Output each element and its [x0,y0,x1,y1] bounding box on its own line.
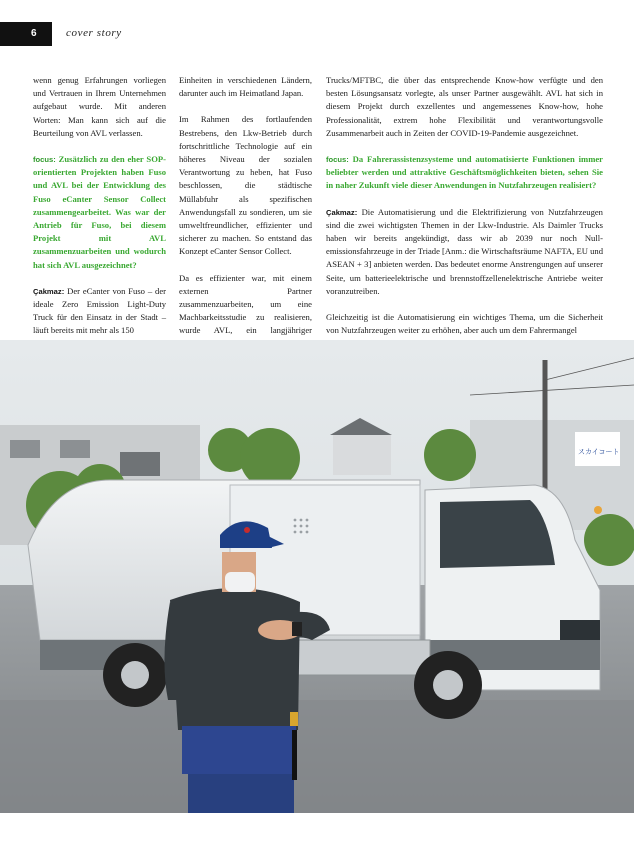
paragraph: Da es effizienter war, mit einem externen Partner zusammenzuarbeiten, um eine Machbarkeitsstudie zu realisieren, wurde AVL, ein langjähriger [179,272,312,336]
answer-block [326,206,603,298]
paragraph: wenn genug Erfahrungen vorliegen und Vertrauen in Ihrem Unternehmen aufgebaut wurde. Mit anderen Worten: Man kann sich auf die Beurteilung von AVL verlassen. [33,75,166,138]
page-number: 6 [0,22,52,46]
question-label: focus: [33,155,56,165]
page-header [0,22,634,46]
question-text: Da Fahrerassistenzsysteme und automatisierte Funktionen immer beliebter werden und attraktive Geschäftsmöglichkeiten bieten, sehen Sie in naher Zukunft viele dieser Anwendungen in Nutzfahrzeugen realisiert? [326,154,603,191]
paragraph: Gleichzeitig ist die Automatisierung ein wichtiges Thema, um die Sicherheit von Nutzfahrzeugen weiter zu erhöhen, aber auch um dem Fahrermangel [326,312,603,336]
paragraph: Trucks/MFTBC, die über das entsprechende Know-how verfügte und den besten Lösungsansatz vorlegte, als unser Partner ausgewählt. AVL hat sich in diesem Projekt durch exzellentes und angemessenes Know-how, hohe Professionalität, extrem hohe Flexibilität und verantwortungsvolle Zusammenarbeit auch in Zeiten der COVID-19-Pandemie ausgezeichnet. [326,75,603,138]
text-column-1 [33,74,166,351]
road-shadow [0,700,634,813]
paragraph: Im Rahmen des fortlaufenden Bestrebens, den Lkw-Betrieb durch fortschrittliche Technologie auf ein höheres Niveau der sozialen Verantwortung zu heben, hat Fuso beschlossen, die städtische Müllabfuhr als spezifischen Anwendungsfall zu sondieren, um sie umweltfreundlicher, effizienter und sicherer zu machen. So entstand das Konzept eCanter Sensor Collect. [179,114,312,257]
question-text: Zusätzlich zu den eher SOP-orientierten Projekten haben Fuso und AVL bei der Entwicklung des Fuso eCanter Sensor Collect zusammengearbeitet. Was war der Antrieb für Fuso, bei diesem Projekt mit AVL zusammenzuarbeiten und wodurch hat sich AVL ausgezeichnet? [33,154,166,270]
answer-block [33,285,166,338]
answer-text: Die Automatisierung und die Elektrifizierung von Nutzfahrzeugen sind die zwei wichtigsten Themen in der Lkw-Industrie. Als Daimler Trucks haben wir bereits angekündigt, dass wir ab 2039 nur noch Null-emissionsfahrzeuge in der Triade [Anm.: die Wirtschaftsräume NAFTA, EU und ASEAN + 3] anbieten werden. Das bedeutet enorme Anstrengungen auf unserer Seite, um batterieelektrische und brennstoffzellenelektrische Antriebe weiter voranzutreiben. [326,206,603,296]
building-sign-text: スカイコート [578,448,620,456]
text-column-2 [179,74,312,364]
text-column-3 [326,74,603,350]
cover-photo [0,340,634,813]
question-block [33,153,166,272]
section-label: cover story [66,27,122,39]
question-label: focus: [326,155,349,165]
answer-label: Çakmaz: [33,286,65,296]
answer-label: Çakmaz: [326,207,358,217]
answer-text: Der eCanter von Fuso – der ideale Zero Emission Light-Duty Truck für den Einsatz in der Stadt – läuft bereits mit mehr als 150 [33,285,166,336]
question-block [326,153,603,193]
paragraph: Einheiten in verschiedenen Ländern, darunter auch im Heimatland Japan. [179,75,312,99]
